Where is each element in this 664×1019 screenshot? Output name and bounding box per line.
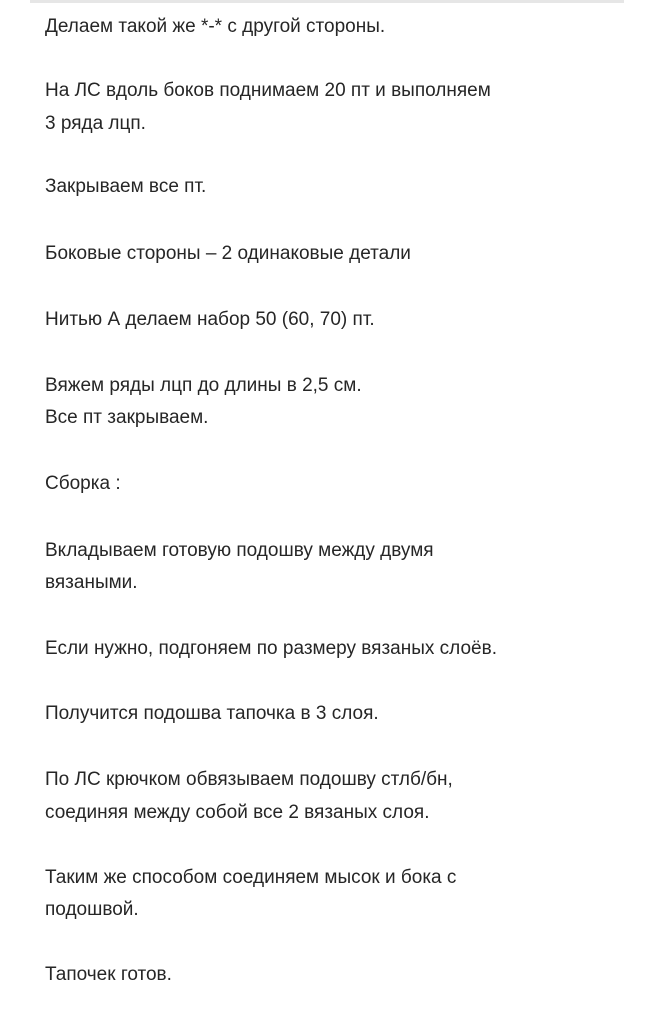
paragraph-line: Вкладываем готовую подошву между двумя [45, 540, 434, 561]
section-heading: Сборка : [45, 473, 121, 494]
top-divider [30, 0, 624, 3]
paragraph-line: подошвой. [45, 899, 139, 920]
paragraph-line: Получится подошва тапочка в 3 слоя. [45, 703, 379, 724]
paragraph-line: Закрываем все пт. [45, 176, 207, 197]
paragraph-line: Боковые стороны – 2 одинаковые детали [45, 243, 411, 264]
paragraph-line: вязаными. [45, 572, 138, 593]
paragraph-line: Нитью А делаем набор 50 (60, 70) пт. [45, 309, 375, 330]
paragraph-line: По ЛС крючком обвязываем подошву стлб/бн, [45, 769, 453, 790]
paragraph-line: Вяжем ряды лцп до длины в 2,5 см. [45, 375, 362, 396]
paragraph-line: 3 ряда лцп. [45, 113, 146, 134]
paragraph-line: Тапочек готов. [45, 964, 172, 985]
paragraph-line: На ЛС вдоль боков поднимаем 20 пт и выполняем [45, 80, 491, 101]
paragraph-line: соединяя между собой все 2 вязаных слоя. [45, 802, 430, 823]
paragraph-line: Таким же способом соединяем мысок и бока с [45, 867, 457, 888]
paragraph-line: Все пт закрываем. [45, 407, 209, 428]
paragraph-line: Делаем такой же *-* с другой стороны. [45, 16, 386, 37]
paragraph-line: Если нужно, подгоняем по размеру вязаных слоёв. [45, 638, 497, 659]
